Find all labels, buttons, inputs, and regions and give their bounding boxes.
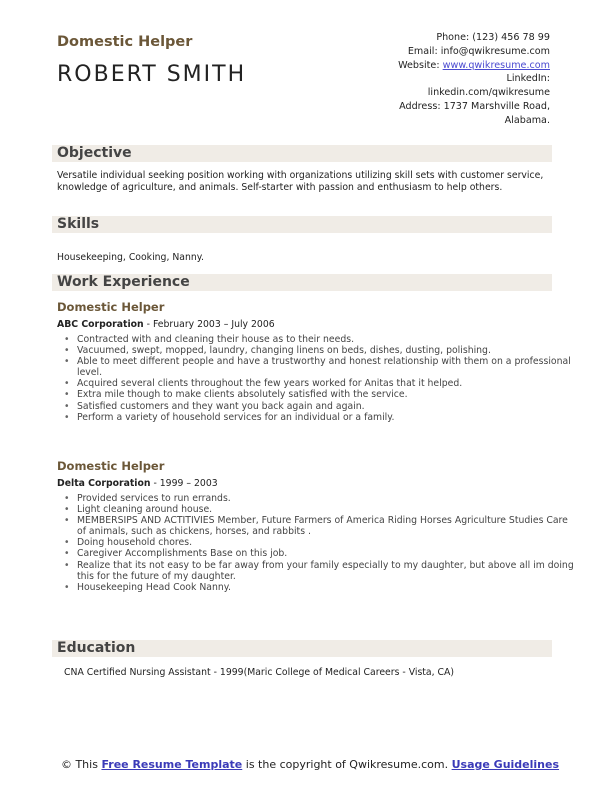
- list-item: • Acquired several clients throughout the few years worked for Anitas that it helped.: [77, 378, 577, 389]
- usage-guidelines-link[interactable]: Usage Guidelines: [451, 758, 560, 771]
- list-item: • Extra mile though to make clients absolutely satisfied with the service.: [77, 389, 577, 400]
- job-title: Domestic Helper: [57, 459, 165, 473]
- list-item: • Provided services to run errands.: [77, 493, 577, 504]
- objective-heading: Objective: [57, 145, 132, 161]
- objective-section-header: [52, 145, 552, 162]
- header-job-title: Domestic Helper: [57, 34, 193, 50]
- contact-address-line1: Address: 1737 Marshville Road,: [399, 100, 550, 112]
- work-section-header: [52, 274, 552, 291]
- job-title: Domestic Helper: [57, 300, 165, 314]
- job-bullets: [57, 334, 577, 423]
- education-heading: Education: [57, 640, 136, 656]
- contact-linkedin-value: linkedin.com/qwikresume: [427, 87, 550, 99]
- website-label: Website:: [398, 59, 443, 71]
- contact-phone: Phone: (123) 456 78 99: [436, 32, 550, 43]
- education-text: CNA Certified Nursing Assistant - 1999(Maric College of Medical Careers - Vista, CA): [64, 667, 455, 678]
- company-line: [57, 319, 275, 330]
- contact-website: [310, 59, 550, 73]
- list-item: • Vacuumed, swept, mopped, laundry, changing linens on beds, dishes, dusting, polishing.: [77, 345, 577, 356]
- list-item: • Satisfied customers and they want you back again and again.: [77, 401, 577, 412]
- list-item: • Doing household chores.: [77, 537, 577, 548]
- objective-text: Versatile individual seeking position working with organizations utilizing skill sets with customer service, knowledge of agriculture, and animals. Self-starter with passion and enthusiasm to help others.: [57, 170, 544, 193]
- contact-email: Email: info@qwikresume.com: [407, 45, 550, 57]
- candidate-name: ROBERT SMITH: [57, 62, 247, 87]
- website-link[interactable]: www.qwikresume.com: [442, 59, 550, 71]
- contact-linkedin-label: LinkedIn:: [506, 73, 550, 85]
- company-line: [57, 478, 218, 489]
- job-dates: - February 2003 – July 2006: [143, 319, 275, 330]
- list-item: • MEMBERSIPS AND ACTITIVIES Member, Future Farmers of America Riding Horses Agriculture Studies Care of animals, such as chickens, horses, and rabbits .: [77, 515, 577, 537]
- skills-section-header: [52, 216, 552, 233]
- education-section-header: [52, 640, 552, 657]
- free-resume-template-link[interactable]: Free Resume Template: [101, 758, 243, 771]
- list-item: • Caregiver Accomplishments Base on this job.: [77, 548, 577, 559]
- skills-text: Housekeeping, Cooking, Nanny.: [57, 252, 204, 263]
- list-item: • Able to meet different people and have a trustworthy and honest relationship with them on a professional level.: [77, 356, 577, 378]
- footer-copyright: [60, 758, 560, 772]
- skills-heading: Skills: [57, 216, 100, 232]
- job-bullets: [57, 493, 577, 593]
- contact-address-line2: Alabama.: [504, 114, 550, 126]
- contact-block: [310, 31, 550, 128]
- list-item: • Light cleaning around house.: [77, 504, 577, 515]
- footer-prefix: © This: [60, 758, 102, 771]
- list-item: • Housekeeping Head Cook Nanny.: [77, 582, 577, 593]
- company-name: ABC Corporation: [57, 319, 144, 330]
- job-dates: - 1999 – 2003: [150, 478, 218, 489]
- list-item: • Realize that its not easy to be far away from your family especially to my daughter, but above all im doing this for the future of my daughter.: [77, 560, 577, 582]
- company-name: Delta Corporation: [57, 478, 151, 489]
- footer-middle: is the copyright of Qwikresume.com.: [242, 758, 452, 771]
- work-heading: Work Experience: [57, 274, 190, 290]
- list-item: • Contracted with and cleaning their house as to their needs.: [77, 334, 577, 345]
- list-item: • Perform a variety of household services for an individual or a family.: [77, 412, 577, 423]
